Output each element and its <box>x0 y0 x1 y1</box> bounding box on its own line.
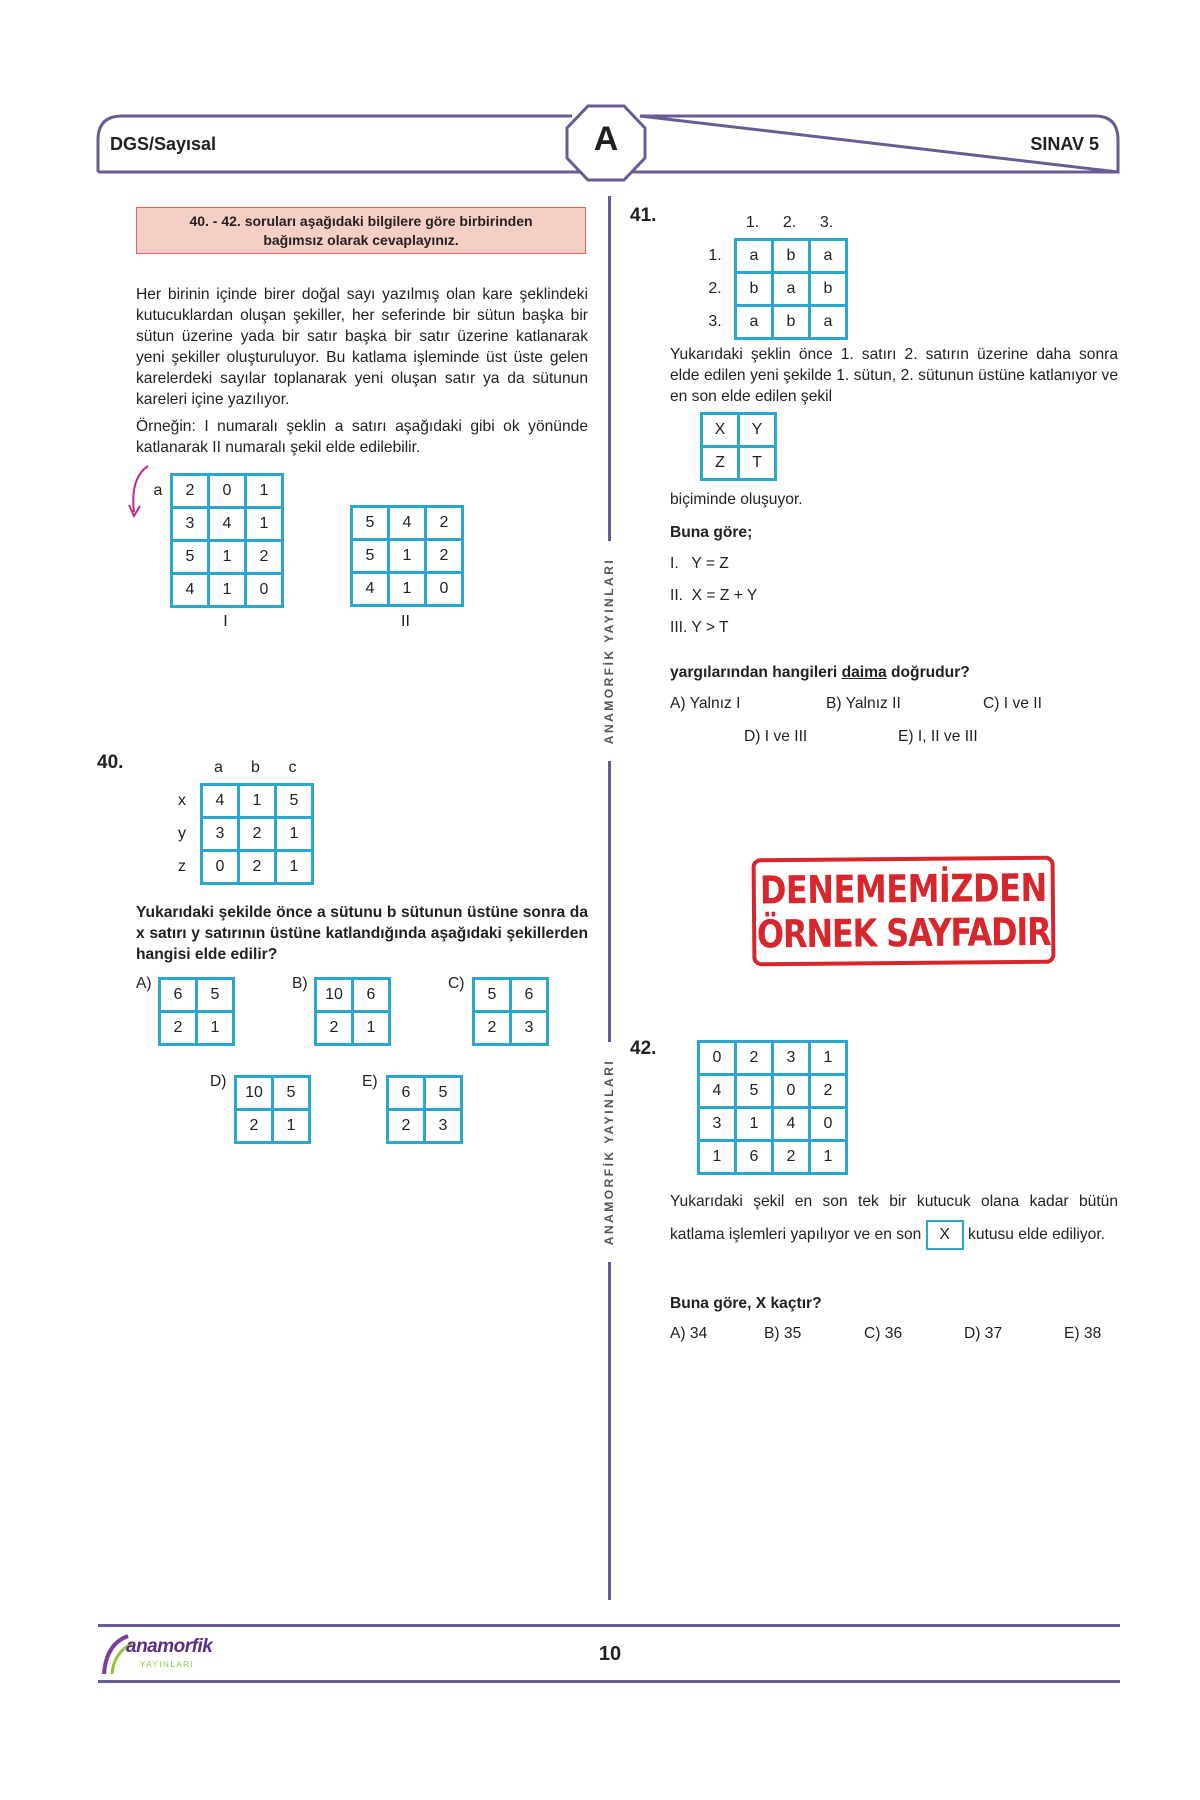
grid-cell: T <box>739 447 776 480</box>
grid-cell: 1 <box>810 1141 847 1174</box>
grid-cell: a <box>810 240 847 273</box>
q41-statement-1: I. Y = Z <box>670 555 729 572</box>
q42-question: Buna göre, X kaçtır? <box>670 1295 822 1312</box>
grid-row <box>352 573 463 606</box>
grid-row <box>736 273 847 306</box>
q41-description: Yukarıdaki şeklin önce 1. satırı 2. satırın üzerine daha sonra elde edilen yeni şekilde 1. sütun, 2. sütunun üstüne katlanıyor ve en son elde edilen şekil <box>670 346 1118 405</box>
grid-cell: 2 <box>736 1042 773 1075</box>
grid-row <box>699 1141 847 1174</box>
intro-paragraph: Her birinin içinde birer doğal sayı yazılmış olan kare şeklindeki kutucuklardan oluşan şekiller, her seferinde bir sütun başka bir sütun üzerine yada bir satır başka bir satır üzerine katlanarak yeni şekiller oluşturuluyor. Bu katlama işleminde üst üste gelen karelerdeki sayılar toplanarak yeni oluşan satır ya da sütunun kareleri içine yazılıyor. <box>136 286 588 408</box>
grid-cell: b <box>810 273 847 306</box>
q40-col-label-a: a <box>214 759 223 776</box>
grid-cell: a <box>736 240 773 273</box>
grid-cell: 1 <box>273 1110 310 1143</box>
grid-row <box>316 979 390 1012</box>
grid-cell: 5 <box>352 507 389 540</box>
sidebar-publisher-bottom: ANAMORFİK YAYINLARI <box>602 1042 616 1262</box>
q41-number: 41. <box>630 205 657 226</box>
grid-cell: 0 <box>209 475 246 508</box>
column-divider <box>608 196 611 1600</box>
grid-cell: 1 <box>736 1108 773 1141</box>
q42-option-d[interactable]: D) 37 <box>964 1325 1003 1342</box>
grid-cell: 0 <box>773 1075 810 1108</box>
grid-cell: 2 <box>246 541 283 574</box>
grid-cell: 4 <box>202 785 239 818</box>
grid-cell: 2 <box>810 1075 847 1108</box>
logo-main-text: anamorfik <box>126 1636 213 1657</box>
grid-cell: 10 <box>316 979 353 1012</box>
grid-cell: b <box>773 306 810 339</box>
grid-row <box>699 1075 847 1108</box>
intro-example: Örneğin: I numaralı şeklin a satırı aşağıdaki gibi ok yönünde katlanarak II numaralı şekil elde edilebilir. <box>136 418 588 456</box>
grid-cell: 1 <box>389 540 426 573</box>
grid-cell: 0 <box>202 851 239 884</box>
grid-cell: 5 <box>736 1075 773 1108</box>
q41-question-key: daima <box>841 664 887 681</box>
grid-cell: 5 <box>425 1077 462 1110</box>
grid-cell: 1 <box>209 574 246 607</box>
grid-cell: Y <box>739 414 776 447</box>
grid-cell: 2 <box>172 475 209 508</box>
stamp-line-1: DENEMEMİZDEN <box>759 864 1047 914</box>
banner-line-1: 40. - 42. soruları aşağıdaki bilgilere göre birbirinden <box>189 213 533 229</box>
grid-row <box>474 979 548 1012</box>
grid-row <box>699 1108 847 1141</box>
grid-cell: 2 <box>239 851 276 884</box>
grid-cell: 6 <box>160 979 197 1012</box>
q40-row-label-y: y <box>178 825 186 842</box>
grid-cell: 5 <box>474 979 511 1012</box>
footer-line-bottom <box>98 1680 1120 1683</box>
grid-row <box>702 414 776 447</box>
q41-question-post: doğrudur? <box>886 664 970 681</box>
grid-row <box>474 1012 548 1045</box>
grid-cell: 3 <box>425 1110 462 1143</box>
booklet-letter: A <box>593 120 619 158</box>
grid-row <box>388 1110 462 1143</box>
example-grid-II <box>350 505 464 607</box>
q42-option-e[interactable]: E) 38 <box>1064 1325 1102 1342</box>
q41-result-grid <box>700 412 777 481</box>
q41-option-e[interactable]: E) I, II ve III <box>898 728 978 745</box>
grid-cell: a <box>810 306 847 339</box>
grid-cell: 2 <box>426 507 463 540</box>
grid-cell: 2 <box>388 1110 425 1143</box>
q40-option-e-grid[interactable] <box>386 1075 463 1144</box>
grid-cell: 5 <box>352 540 389 573</box>
q41-col-label-1: 1. <box>745 214 760 231</box>
q40-option-a-grid[interactable] <box>158 977 235 1046</box>
q41-row-label-3: 3. <box>708 313 722 330</box>
q42-option-a[interactable]: A) 34 <box>670 1325 708 1342</box>
grid-row <box>699 1042 847 1075</box>
grid-cell: 5 <box>197 979 234 1012</box>
example-grid-I <box>170 473 284 608</box>
header-frame <box>0 0 1200 190</box>
q40-col-label-b: b <box>251 759 260 776</box>
grid-row <box>236 1077 310 1110</box>
grid-cell: 6 <box>511 979 548 1012</box>
grid-cell: 0 <box>810 1108 847 1141</box>
footer-line-top <box>98 1624 1120 1627</box>
grid-cell: 1 <box>810 1042 847 1075</box>
grid-cell: 4 <box>352 573 389 606</box>
grid-cell: b <box>736 273 773 306</box>
grid-row <box>160 1012 234 1045</box>
q42-number: 42. <box>630 1038 657 1059</box>
stamp-line-2: ÖRNEK SAYFADIR <box>756 908 1051 958</box>
q41-row-label-1: 1. <box>708 247 722 264</box>
grid-cell: 2 <box>474 1012 511 1045</box>
q40-option-a-letter[interactable]: A) <box>136 975 152 992</box>
grid-cell: X <box>702 414 739 447</box>
q41-statement-3: III. Y > T <box>670 619 729 636</box>
logo-sub-text: YAYINLARI <box>140 1660 195 1669</box>
grid-cell: Z <box>702 447 739 480</box>
q41-row-label-2: 2. <box>708 280 722 297</box>
grid-cell: 3 <box>202 818 239 851</box>
grid-cell: 0 <box>246 574 283 607</box>
grid-cell: 0 <box>426 573 463 606</box>
q41-option-b[interactable]: B) Yalnız II <box>826 695 901 712</box>
header-exam-type: DGS/Sayısal <box>110 134 217 154</box>
q41-option-d[interactable]: D) I ve III <box>744 728 808 745</box>
grid-cell: 2 <box>236 1110 273 1143</box>
q40-row-label-x: x <box>178 792 186 809</box>
grid-cell: a <box>773 273 810 306</box>
grid-cell: 4 <box>172 574 209 607</box>
grid-cell: 5 <box>172 541 209 574</box>
q42-option-c[interactable]: C) 36 <box>864 1325 903 1342</box>
grid-cell: 1 <box>209 541 246 574</box>
grid-row <box>352 507 463 540</box>
header-exam-number: SINAV 5 <box>1030 134 1099 154</box>
q40-col-label-c: c <box>288 759 297 776</box>
q42-option-b[interactable]: B) 35 <box>764 1325 802 1342</box>
grid-cell: 4 <box>773 1108 810 1141</box>
grid-cell: 1 <box>246 508 283 541</box>
q40-option-d-letter[interactable]: D) <box>210 1073 227 1090</box>
grid-row <box>352 540 463 573</box>
q42-grid <box>697 1040 848 1175</box>
grid-cell: 2 <box>239 818 276 851</box>
q42-text-pre: Yukarıdaki şekil en son tek bir kutucuk olana kadar bütün katlama işlemleri yapılıyor ve en son <box>670 1193 1118 1243</box>
grid-row <box>236 1110 310 1143</box>
grid-cell: 2 <box>160 1012 197 1045</box>
page-number: 10 <box>598 1643 622 1665</box>
grid-cell: 3 <box>699 1108 736 1141</box>
grid-cell: 1 <box>197 1012 234 1045</box>
q40-option-c-letter[interactable]: C) <box>448 975 465 992</box>
grid-cell: 2 <box>773 1141 810 1174</box>
grid-cell: 3 <box>773 1042 810 1075</box>
grid2-caption: II <box>401 613 410 630</box>
q40-option-c-grid[interactable] <box>472 977 549 1046</box>
q40-grid <box>200 783 314 885</box>
q41-col-label-2: 2. <box>782 214 797 231</box>
grid-row <box>172 508 283 541</box>
grid-cell: 1 <box>389 573 426 606</box>
q41-buna-gore: Buna göre; <box>670 524 753 541</box>
grid-row <box>160 979 234 1012</box>
grid-cell: 1 <box>353 1012 390 1045</box>
grid-cell: b <box>773 240 810 273</box>
q41-col-label-3: 3. <box>819 214 834 231</box>
q42-x-box: X <box>926 1220 964 1250</box>
q40-option-e-letter[interactable]: E) <box>362 1073 378 1090</box>
grid-cell: 1 <box>239 785 276 818</box>
grid-row <box>736 240 847 273</box>
grid-cell: 1 <box>699 1141 736 1174</box>
grid-cell: 0 <box>699 1042 736 1075</box>
grid-cell: 3 <box>172 508 209 541</box>
q40-question: Yukarıdaki şekilde önce a sütunu b sütunun üstüne sonra da x satırı y satırının üstüne katlandığında aşağıdaki şekillerden hangisi elde edilir? <box>136 904 588 963</box>
q40-number: 40. <box>97 752 124 773</box>
grid-row <box>202 818 313 851</box>
grid-row <box>172 475 283 508</box>
grid-row <box>702 447 776 480</box>
grid-cell: 1 <box>246 475 283 508</box>
q41-statement-2: II. X = Z + Y <box>670 587 758 604</box>
sidebar-publisher-top: ANAMORFİK YAYINLARI <box>602 541 616 761</box>
grid-cell: 5 <box>276 785 313 818</box>
grid-cell: 6 <box>736 1141 773 1174</box>
grid-cell: a <box>736 306 773 339</box>
q40-option-b-letter[interactable]: B) <box>292 975 308 992</box>
grid-row <box>172 574 283 607</box>
q41-option-a[interactable]: A) Yalnız I <box>670 695 741 712</box>
q41-option-c[interactable]: C) I ve II <box>983 695 1042 712</box>
grid-cell: 4 <box>209 508 246 541</box>
grid-row <box>736 306 847 339</box>
grid1-caption: I <box>223 613 228 630</box>
grid-cell: 6 <box>388 1077 425 1110</box>
grid-cell: 1 <box>276 818 313 851</box>
grid-cell: 10 <box>236 1077 273 1110</box>
publisher-logo <box>100 1630 220 1678</box>
grid-cell: 2 <box>316 1012 353 1045</box>
grid-row <box>172 541 283 574</box>
q40-option-d-grid[interactable] <box>234 1075 311 1144</box>
q40-option-b-grid[interactable] <box>314 977 391 1046</box>
q41-question-pre: yargılarından hangileri <box>670 664 842 681</box>
grid-row <box>202 851 313 884</box>
grid-cell: 5 <box>273 1077 310 1110</box>
grid-cell: 6 <box>353 979 390 1012</box>
grid-cell: 3 <box>511 1012 548 1045</box>
grid1-row-label: a <box>153 482 163 499</box>
grid-row <box>202 785 313 818</box>
grid-cell: 1 <box>276 851 313 884</box>
sample-page-stamp <box>752 856 1056 967</box>
q42-description <box>670 1185 1118 1251</box>
grid-cell: 4 <box>699 1075 736 1108</box>
q41-description-end: biçiminde oluşuyor. <box>670 491 803 508</box>
grid-row <box>388 1077 462 1110</box>
instructions-banner <box>136 207 586 254</box>
banner-line-2: bağımsız olarak cevaplayınız. <box>263 232 459 248</box>
grid-row <box>316 1012 390 1045</box>
q41-question <box>670 662 970 683</box>
q42-text-post: kutusu elde ediliyor. <box>968 1226 1105 1243</box>
grid-cell: 2 <box>426 540 463 573</box>
q40-row-label-z: z <box>178 858 186 875</box>
q41-grid <box>734 238 848 340</box>
grid-cell: 4 <box>389 507 426 540</box>
